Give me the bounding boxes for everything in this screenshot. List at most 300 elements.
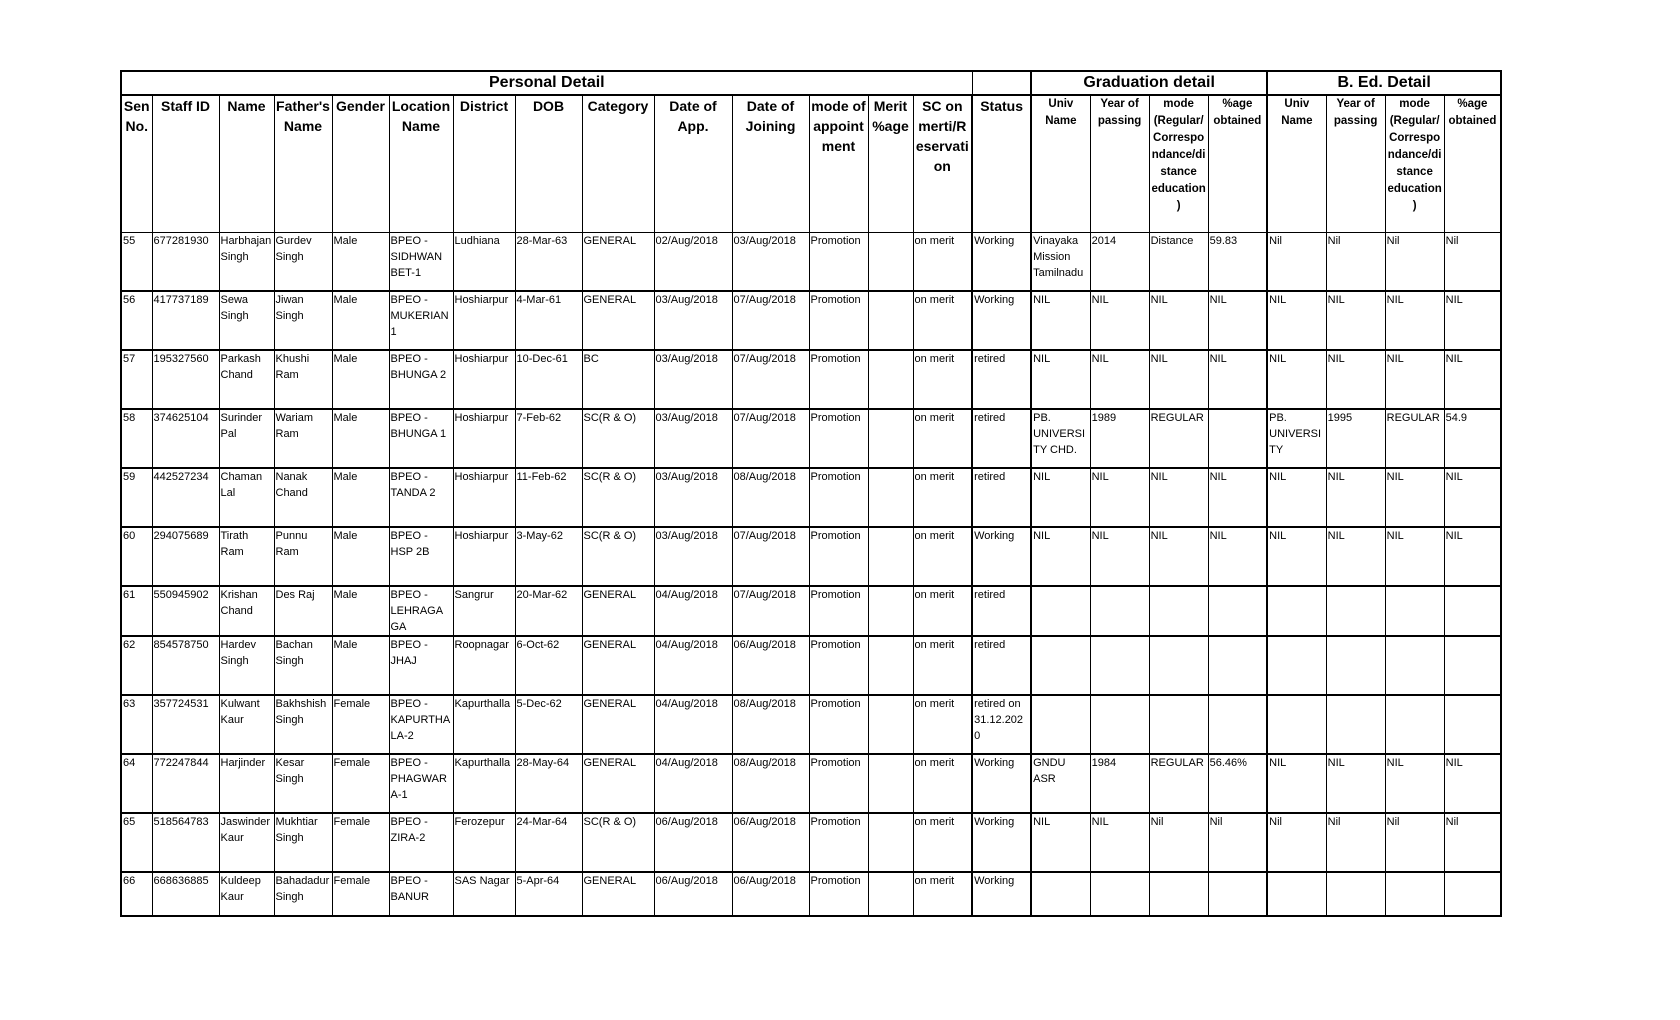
cell-dob: 10-Dec-61 xyxy=(515,350,582,409)
cell-father: Bachan Singh xyxy=(274,636,332,695)
cell-father: Khushi Ram xyxy=(274,350,332,409)
cell-merit xyxy=(868,636,913,695)
cell-g-pct: Nil xyxy=(1208,813,1267,872)
cell-district: Hoshiarpur xyxy=(453,350,515,409)
cell-gender: Male xyxy=(332,586,389,636)
group-header-row xyxy=(121,71,1501,95)
cell-g-univ: GNDU ASR xyxy=(1031,754,1090,813)
cell-name: Jaswinder Kaur xyxy=(219,813,274,872)
cell-merit xyxy=(868,695,913,754)
cell-dob: 6-Oct-62 xyxy=(515,636,582,695)
cell-category: SC(R & O) xyxy=(582,409,654,468)
cell-merit xyxy=(868,872,913,916)
cell-dob: 7-Feb-62 xyxy=(515,409,582,468)
cell-g-year: 1989 xyxy=(1090,409,1149,468)
cell-b-pct: NIL xyxy=(1444,754,1501,813)
cell-b-mode xyxy=(1385,586,1444,636)
cell-gender: Female xyxy=(332,695,389,754)
col-dob: DOB xyxy=(515,95,582,233)
cell-status: Working xyxy=(972,813,1031,872)
cell-b-year xyxy=(1326,695,1385,754)
cell-district: SAS Nagar xyxy=(453,872,515,916)
cell-staff-id: 357724531 xyxy=(152,695,219,754)
cell-staff-id: 442527234 xyxy=(152,468,219,527)
cell-g-univ: NIL xyxy=(1031,350,1090,409)
cell-b-mode: NIL xyxy=(1385,350,1444,409)
cell-g-pct: NIL xyxy=(1208,350,1267,409)
cell-category: SC(R & O) xyxy=(582,813,654,872)
cell-sc: on merit xyxy=(913,872,972,916)
cell-dob: 20-Mar-62 xyxy=(515,586,582,636)
cell-g-univ xyxy=(1031,586,1090,636)
cell-date-join: 08/Aug/2018 xyxy=(732,754,809,813)
cell-b-univ xyxy=(1267,695,1326,754)
col-grad-univ-name: Univ Name xyxy=(1031,95,1090,233)
col-status: Status xyxy=(972,95,1031,233)
cell-date-app: 03/Aug/2018 xyxy=(654,291,732,350)
cell-mode-appt: Promotion xyxy=(809,872,868,916)
cell-gender: Male xyxy=(332,409,389,468)
cell-g-year: NIL xyxy=(1090,813,1149,872)
cell-g-year: 2014 xyxy=(1090,233,1149,292)
col-date-of-app: Date of App. xyxy=(654,95,732,233)
cell-sen: 60 xyxy=(121,527,152,586)
cell-father: Mukhtiar Singh xyxy=(274,813,332,872)
cell-location: BPEO - BHUNGA 2 xyxy=(389,350,453,409)
status-group-blank xyxy=(972,71,1031,95)
cell-g-mode: NIL xyxy=(1149,291,1208,350)
cell-location: BPEO - PHAGWARA-1 xyxy=(389,754,453,813)
cell-date-app: 04/Aug/2018 xyxy=(654,636,732,695)
table-row xyxy=(121,872,1501,916)
cell-g-year: NIL xyxy=(1090,350,1149,409)
cell-g-mode xyxy=(1149,872,1208,916)
cell-mode-appt: Promotion xyxy=(809,754,868,813)
cell-name: Parkash Chand xyxy=(219,350,274,409)
cell-b-mode: NIL xyxy=(1385,291,1444,350)
cell-mode-appt: Promotion xyxy=(809,636,868,695)
cell-name: Krishan Chand xyxy=(219,586,274,636)
cell-location: BPEO - MUKERIAN 1 xyxy=(389,291,453,350)
cell-b-pct xyxy=(1444,872,1501,916)
cell-date-join: 06/Aug/2018 xyxy=(732,813,809,872)
cell-sen: 56 xyxy=(121,291,152,350)
cell-b-year: NIL xyxy=(1326,527,1385,586)
table-row xyxy=(121,409,1501,468)
cell-name: Chaman Lal xyxy=(219,468,274,527)
cell-b-univ: NIL xyxy=(1267,527,1326,586)
cell-b-univ: NIL xyxy=(1267,754,1326,813)
cell-g-year xyxy=(1090,636,1149,695)
cell-staff-id: 677281930 xyxy=(152,233,219,292)
cell-status: retired xyxy=(972,350,1031,409)
cell-district: Roopnagar xyxy=(453,636,515,695)
cell-district: Kapurthalla xyxy=(453,695,515,754)
cell-category: GENERAL xyxy=(582,233,654,292)
cell-mode-appt: Promotion xyxy=(809,233,868,292)
cell-b-year xyxy=(1326,872,1385,916)
cell-g-pct: 59.83 xyxy=(1208,233,1267,292)
col-name: Name xyxy=(219,95,274,233)
cell-g-mode xyxy=(1149,636,1208,695)
cell-name: Tirath Ram xyxy=(219,527,274,586)
cell-staff-id: 854578750 xyxy=(152,636,219,695)
cell-g-mode: Nil xyxy=(1149,813,1208,872)
col-gender: Gender xyxy=(332,95,389,233)
cell-gender: Male xyxy=(332,527,389,586)
cell-category: GENERAL xyxy=(582,695,654,754)
cell-g-pct: 56.46% xyxy=(1208,754,1267,813)
cell-sen: 55 xyxy=(121,233,152,292)
cell-date-join: 06/Aug/2018 xyxy=(732,872,809,916)
cell-b-mode: Nil xyxy=(1385,233,1444,292)
table-row xyxy=(121,468,1501,527)
cell-district: Hoshiarpur xyxy=(453,527,515,586)
cell-b-year: NIL xyxy=(1326,291,1385,350)
cell-district: Kapurthalla xyxy=(453,754,515,813)
cell-b-univ: Nil xyxy=(1267,813,1326,872)
cell-mode-appt: Promotion xyxy=(809,291,868,350)
cell-g-mode: REGULAR xyxy=(1149,754,1208,813)
col-bed-percentage: %age obtained xyxy=(1444,95,1501,233)
col-district: District xyxy=(453,95,515,233)
cell-staff-id: 417737189 xyxy=(152,291,219,350)
cell-sc: on merit xyxy=(913,586,972,636)
col-merit-percentage: Merit %age xyxy=(868,95,913,233)
cell-g-univ xyxy=(1031,872,1090,916)
cell-sen: 62 xyxy=(121,636,152,695)
col-category: Category xyxy=(582,95,654,233)
cell-category: GENERAL xyxy=(582,636,654,695)
cell-name: Harbhajan Singh xyxy=(219,233,274,292)
table-row xyxy=(121,586,1501,636)
cell-merit xyxy=(868,409,913,468)
cell-location: BPEO - BHUNGA 1 xyxy=(389,409,453,468)
cell-g-mode xyxy=(1149,586,1208,636)
cell-location: BPEO - KAPURTHALA-2 xyxy=(389,695,453,754)
cell-sen: 65 xyxy=(121,813,152,872)
graduation-detail-heading: Graduation detail xyxy=(1031,71,1267,95)
cell-district: Hoshiarpur xyxy=(453,468,515,527)
cell-g-univ xyxy=(1031,695,1090,754)
cell-father: Punnu Ram xyxy=(274,527,332,586)
cell-g-univ: NIL xyxy=(1031,527,1090,586)
cell-g-univ: NIL xyxy=(1031,291,1090,350)
col-grad-year: Year of passing xyxy=(1090,95,1149,233)
cell-dob: 28-Mar-63 xyxy=(515,233,582,292)
cell-sen: 66 xyxy=(121,872,152,916)
cell-mode-appt: Promotion xyxy=(809,409,868,468)
cell-b-pct: Nil xyxy=(1444,813,1501,872)
cell-b-univ: PB. UNIVERSITY xyxy=(1267,409,1326,468)
cell-b-mode: NIL xyxy=(1385,527,1444,586)
cell-g-univ: Vinayaka Mission Tamilnadu xyxy=(1031,233,1090,292)
cell-name: Harjinder xyxy=(219,754,274,813)
cell-g-year: NIL xyxy=(1090,527,1149,586)
cell-district: Hoshiarpur xyxy=(453,409,515,468)
cell-date-join: 06/Aug/2018 xyxy=(732,636,809,695)
cell-date-app: 06/Aug/2018 xyxy=(654,813,732,872)
cell-staff-id: 550945902 xyxy=(152,586,219,636)
cell-status: retired xyxy=(972,468,1031,527)
cell-b-year xyxy=(1326,586,1385,636)
bed-detail-heading: B. Ed. Detail xyxy=(1267,71,1501,95)
cell-sen: 57 xyxy=(121,350,152,409)
cell-g-year xyxy=(1090,586,1149,636)
cell-g-mode xyxy=(1149,695,1208,754)
cell-location: BPEO - SIDHWAN BET-1 xyxy=(389,233,453,292)
cell-name: Kuldeep Kaur xyxy=(219,872,274,916)
cell-g-pct: NIL xyxy=(1208,527,1267,586)
cell-b-mode xyxy=(1385,872,1444,916)
cell-name: Surinder Pal xyxy=(219,409,274,468)
cell-gender: Male xyxy=(332,233,389,292)
table-row xyxy=(121,291,1501,350)
cell-sc: on merit xyxy=(913,350,972,409)
cell-staff-id: 668636885 xyxy=(152,872,219,916)
cell-b-year: NIL xyxy=(1326,468,1385,527)
cell-g-year: NIL xyxy=(1090,468,1149,527)
cell-merit xyxy=(868,291,913,350)
cell-sen: 58 xyxy=(121,409,152,468)
cell-father: Bakhshish Singh xyxy=(274,695,332,754)
cell-date-join: 08/Aug/2018 xyxy=(732,695,809,754)
cell-status: Working xyxy=(972,872,1031,916)
cell-staff-id: 195327560 xyxy=(152,350,219,409)
cell-b-pct xyxy=(1444,695,1501,754)
cell-b-mode xyxy=(1385,636,1444,695)
cell-father: Nanak Chand xyxy=(274,468,332,527)
cell-b-pct xyxy=(1444,586,1501,636)
cell-staff-id: 518564783 xyxy=(152,813,219,872)
table-row xyxy=(121,813,1501,872)
cell-b-pct: NIL xyxy=(1444,468,1501,527)
cell-date-app: 03/Aug/2018 xyxy=(654,468,732,527)
cell-sc: on merit xyxy=(913,527,972,586)
cell-dob: 11-Feb-62 xyxy=(515,468,582,527)
cell-mode-appt: Promotion xyxy=(809,586,868,636)
cell-g-pct xyxy=(1208,586,1267,636)
cell-g-mode: Distance xyxy=(1149,233,1208,292)
cell-date-join: 03/Aug/2018 xyxy=(732,233,809,292)
cell-category: GENERAL xyxy=(582,586,654,636)
cell-g-year xyxy=(1090,872,1149,916)
cell-date-app: 04/Aug/2018 xyxy=(654,695,732,754)
cell-b-pct: NIL xyxy=(1444,527,1501,586)
cell-b-pct: 54.9 xyxy=(1444,409,1501,468)
cell-g-year xyxy=(1090,695,1149,754)
cell-mode-appt: Promotion xyxy=(809,468,868,527)
cell-district: Ludhiana xyxy=(453,233,515,292)
cell-b-pct xyxy=(1444,636,1501,695)
table-row xyxy=(121,350,1501,409)
cell-b-pct: Nil xyxy=(1444,233,1501,292)
cell-sc: on merit xyxy=(913,468,972,527)
cell-b-year: Nil xyxy=(1326,233,1385,292)
cell-mode-appt: Promotion xyxy=(809,813,868,872)
cell-sc: on merit xyxy=(913,291,972,350)
cell-location: BPEO - BANUR xyxy=(389,872,453,916)
cell-sc: on merit xyxy=(913,813,972,872)
cell-date-app: 06/Aug/2018 xyxy=(654,872,732,916)
col-mode-of-appointment: mode of appointment xyxy=(809,95,868,233)
cell-category: GENERAL xyxy=(582,291,654,350)
cell-b-univ xyxy=(1267,586,1326,636)
col-grad-mode: mode (Regular/Correspondance/distance education) xyxy=(1149,95,1208,233)
col-location-name: Location Name xyxy=(389,95,453,233)
cell-dob: 5-Apr-64 xyxy=(515,872,582,916)
cell-g-year: NIL xyxy=(1090,291,1149,350)
cell-date-app: 03/Aug/2018 xyxy=(654,409,732,468)
cell-b-univ: NIL xyxy=(1267,291,1326,350)
cell-category: SC(R & O) xyxy=(582,468,654,527)
cell-b-univ: NIL xyxy=(1267,350,1326,409)
cell-gender: Female xyxy=(332,872,389,916)
cell-b-mode: REGULAR xyxy=(1385,409,1444,468)
cell-category: BC xyxy=(582,350,654,409)
cell-staff-id: 294075689 xyxy=(152,527,219,586)
cell-g-mode: REGULAR xyxy=(1149,409,1208,468)
cell-district: Hoshiarpur xyxy=(453,291,515,350)
table-row xyxy=(121,695,1501,754)
cell-mode-appt: Promotion xyxy=(809,527,868,586)
cell-g-univ xyxy=(1031,636,1090,695)
cell-g-pct xyxy=(1208,409,1267,468)
cell-date-join: 07/Aug/2018 xyxy=(732,409,809,468)
cell-status: retired xyxy=(972,409,1031,468)
cell-g-pct: NIL xyxy=(1208,468,1267,527)
cell-date-app: 02/Aug/2018 xyxy=(654,233,732,292)
cell-b-univ: NIL xyxy=(1267,468,1326,527)
cell-g-univ: PB. UNIVERSITY CHD. xyxy=(1031,409,1090,468)
cell-sc: on merit xyxy=(913,636,972,695)
cell-dob: 5-Dec-62 xyxy=(515,695,582,754)
cell-merit xyxy=(868,813,913,872)
cell-date-app: 04/Aug/2018 xyxy=(654,586,732,636)
cell-status: Working xyxy=(972,291,1031,350)
col-bed-year: Year of passing xyxy=(1326,95,1385,233)
cell-date-join: 08/Aug/2018 xyxy=(732,468,809,527)
cell-sc: on merit xyxy=(913,233,972,292)
personal-detail-heading: Personal Detail xyxy=(121,71,972,95)
cell-mode-appt: Promotion xyxy=(809,350,868,409)
cell-gender: Male xyxy=(332,468,389,527)
cell-gender: Male xyxy=(332,350,389,409)
col-bed-univ-name: Univ Name xyxy=(1267,95,1326,233)
cell-merit xyxy=(868,350,913,409)
cell-b-year xyxy=(1326,636,1385,695)
cell-b-univ xyxy=(1267,636,1326,695)
cell-merit xyxy=(868,527,913,586)
cell-b-year: NIL xyxy=(1326,350,1385,409)
cell-g-mode: NIL xyxy=(1149,468,1208,527)
table-row xyxy=(121,636,1501,695)
table-body xyxy=(121,233,1501,917)
cell-sen: 63 xyxy=(121,695,152,754)
cell-merit xyxy=(868,468,913,527)
cell-location: BPEO - JHAJ xyxy=(389,636,453,695)
cell-sc: on merit xyxy=(913,695,972,754)
cell-father: Wariam Ram xyxy=(274,409,332,468)
cell-district: Ferozepur xyxy=(453,813,515,872)
cell-b-mode: NIL xyxy=(1385,754,1444,813)
cell-date-app: 04/Aug/2018 xyxy=(654,754,732,813)
cell-b-year: Nil xyxy=(1326,813,1385,872)
cell-staff-id: 374625104 xyxy=(152,409,219,468)
cell-g-pct: NIL xyxy=(1208,291,1267,350)
cell-mode-appt: Promotion xyxy=(809,695,868,754)
col-grad-percentage: %age obtained xyxy=(1208,95,1267,233)
cell-name: Hardev Singh xyxy=(219,636,274,695)
cell-merit xyxy=(868,754,913,813)
table-row xyxy=(121,233,1501,292)
cell-g-pct xyxy=(1208,872,1267,916)
cell-dob: 3-May-62 xyxy=(515,527,582,586)
cell-name: Kulwant Kaur xyxy=(219,695,274,754)
cell-date-join: 07/Aug/2018 xyxy=(732,350,809,409)
cell-g-mode: NIL xyxy=(1149,350,1208,409)
cell-location: BPEO - TANDA 2 xyxy=(389,468,453,527)
cell-g-univ: NIL xyxy=(1031,813,1090,872)
cell-status: retired xyxy=(972,636,1031,695)
cell-dob: 28-May-64 xyxy=(515,754,582,813)
table-row xyxy=(121,527,1501,586)
cell-father: Jiwan Singh xyxy=(274,291,332,350)
table-row xyxy=(121,754,1501,813)
cell-sen: 64 xyxy=(121,754,152,813)
cell-sen: 59 xyxy=(121,468,152,527)
col-sc-on-merit: SC on merti/Reservation xyxy=(913,95,972,233)
cell-sc: on merit xyxy=(913,754,972,813)
cell-b-year: NIL xyxy=(1326,754,1385,813)
cell-gender: Male xyxy=(332,636,389,695)
cell-date-join: 07/Aug/2018 xyxy=(732,527,809,586)
col-bed-mode: mode (Regular/Correspondance/distance education) xyxy=(1385,95,1444,233)
cell-merit xyxy=(868,586,913,636)
cell-b-pct: NIL xyxy=(1444,291,1501,350)
cell-g-year: 1984 xyxy=(1090,754,1149,813)
column-header-row xyxy=(121,95,1501,233)
cell-category: SC(R & O) xyxy=(582,527,654,586)
cell-b-mode xyxy=(1385,695,1444,754)
cell-location: BPEO - LEHRAGAGA xyxy=(389,586,453,636)
cell-father: Gurdev Singh xyxy=(274,233,332,292)
cell-father: Kesar Singh xyxy=(274,754,332,813)
col-father-name: Father's Name xyxy=(274,95,332,233)
staff-detail-table xyxy=(120,70,1502,917)
cell-g-pct xyxy=(1208,636,1267,695)
cell-district: Sangrur xyxy=(453,586,515,636)
cell-date-join: 07/Aug/2018 xyxy=(732,586,809,636)
cell-location: BPEO - ZIRA-2 xyxy=(389,813,453,872)
cell-date-app: 03/Aug/2018 xyxy=(654,350,732,409)
cell-sen: 61 xyxy=(121,586,152,636)
cell-father: Bahadadur Singh xyxy=(274,872,332,916)
cell-date-join: 07/Aug/2018 xyxy=(732,291,809,350)
cell-name: Sewa Singh xyxy=(219,291,274,350)
cell-status: Working xyxy=(972,527,1031,586)
col-staff-id: Staff ID xyxy=(152,95,219,233)
col-sen-no: Sen No. xyxy=(121,95,152,233)
cell-status: retired on 31.12.2020 xyxy=(972,695,1031,754)
cell-category: GENERAL xyxy=(582,872,654,916)
cell-merit xyxy=(868,233,913,292)
cell-gender: Female xyxy=(332,754,389,813)
cell-date-app: 03/Aug/2018 xyxy=(654,527,732,586)
cell-g-univ: NIL xyxy=(1031,468,1090,527)
cell-staff-id: 772247844 xyxy=(152,754,219,813)
cell-dob: 4-Mar-61 xyxy=(515,291,582,350)
